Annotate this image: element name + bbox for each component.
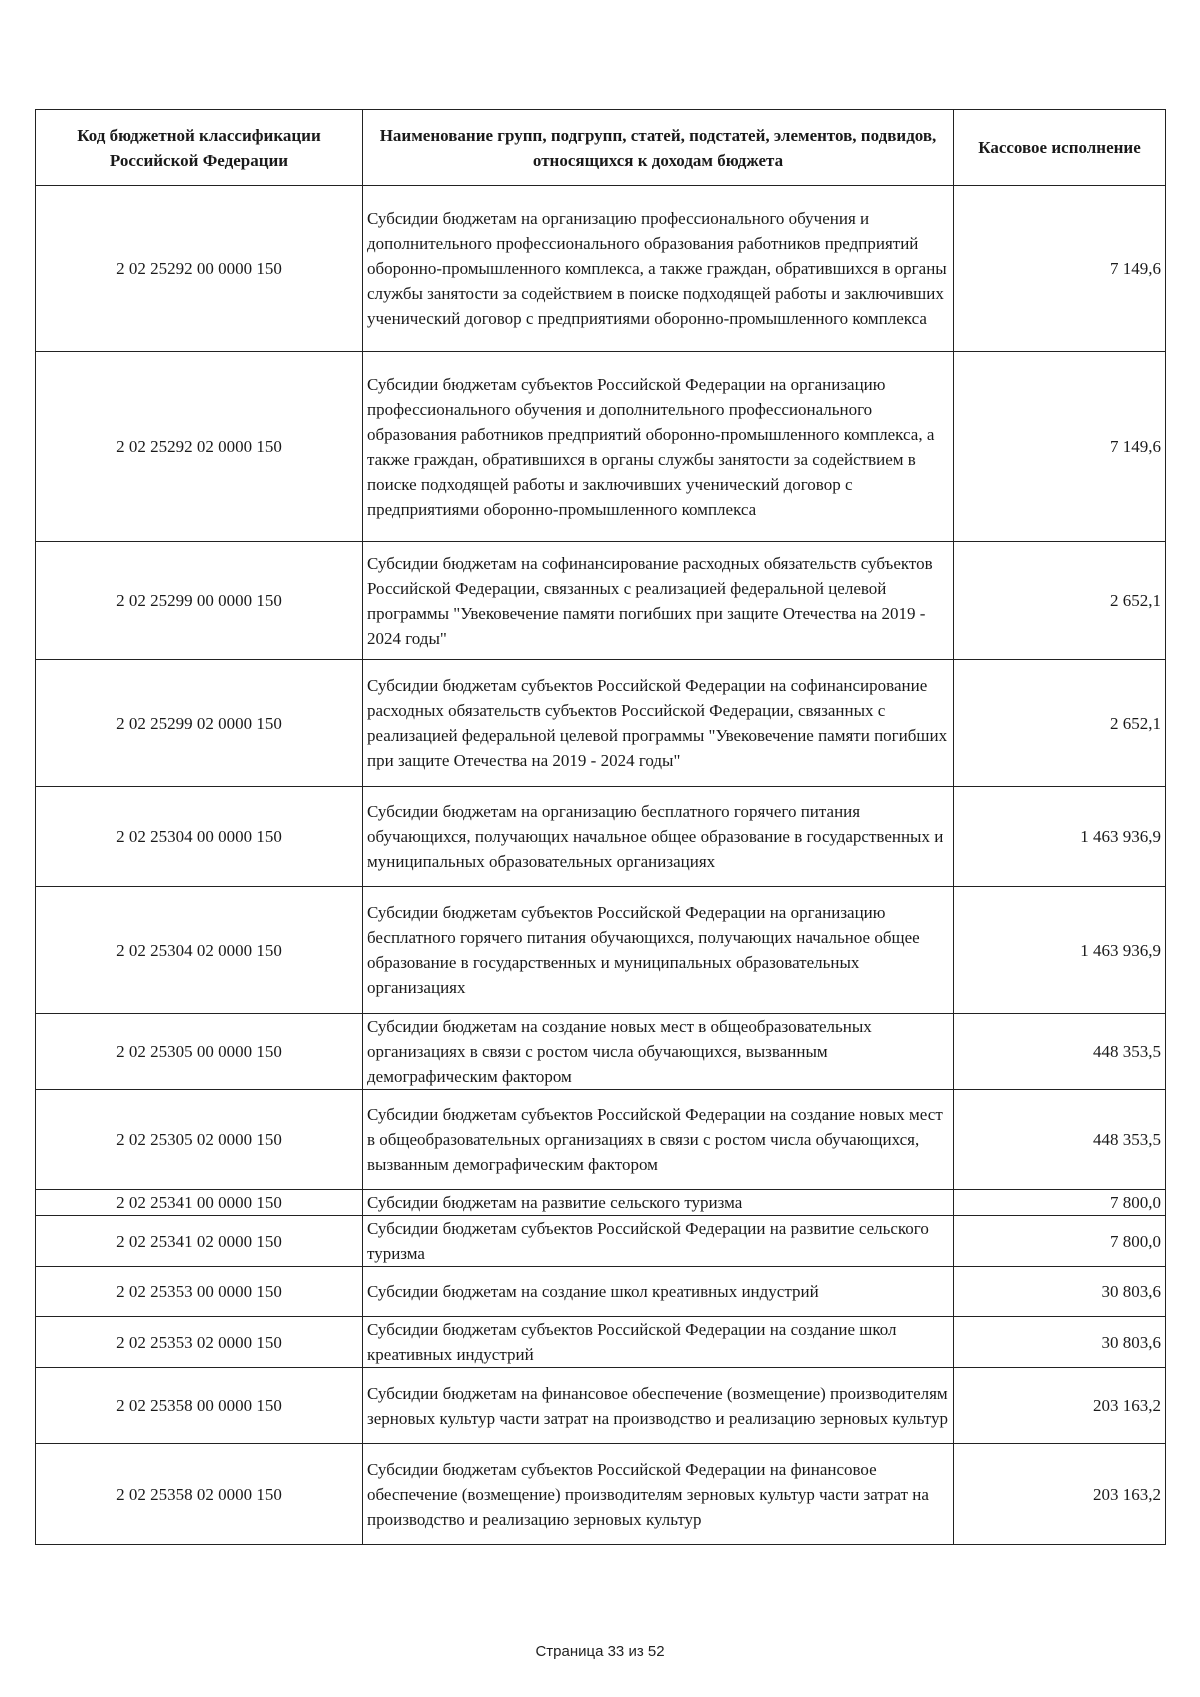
row-name: Субсидии бюджетам субъектов Российской Федерации на организацию бесплатного горячего питания обучающихся, получающих начальное общее образование в государственных и муниципальных образовательных организациях [363, 887, 954, 1014]
row-code: 2 02 25341 00 0000 150 [36, 1190, 363, 1216]
row-amount: 7 800,0 [954, 1190, 1166, 1216]
table-row [36, 1190, 1166, 1216]
row-code: 2 02 25353 02 0000 150 [36, 1317, 363, 1368]
row-amount: 7 149,6 [954, 186, 1166, 352]
table-row [36, 542, 1166, 660]
row-name: Субсидии бюджетам на создание новых мест в общеобразовательных организациях в связи с ростом числа обучающихся, вызванным демографическим фактором [363, 1014, 954, 1090]
row-code: 2 02 25305 00 0000 150 [36, 1014, 363, 1090]
row-code: 2 02 25304 00 0000 150 [36, 787, 363, 887]
row-amount: 7 149,6 [954, 352, 1166, 542]
table-header-row [36, 110, 1166, 186]
row-name: Субсидии бюджетам на организацию профессионального обучения и дополнительного профессионального образования работников предприятий оборонно-промышленного комплекса, а также граждан, обратившихся в органы службы занятости за содействием в поиске подходящей работы и заключивших ученический договор с предприятиями оборонно-промышленного комплекса [363, 186, 954, 352]
revenue-table [35, 109, 1166, 1545]
row-name: Субсидии бюджетам на создание школ креативных индустрий [363, 1267, 954, 1317]
row-name: Субсидии бюджетам на софинансирование расходных обязательств субъектов Российской Федерации, связанных с реализацией федеральной целевой программы "Увековечение памяти погибших при защите Отечества на 2019 - 2024 годы" [363, 542, 954, 660]
table-row [36, 660, 1166, 787]
row-code: 2 02 25292 02 0000 150 [36, 352, 363, 542]
header-name: Наименование групп, подгрупп, статей, подстатей, элементов, подвидов, относящихся к доходам бюджета [363, 110, 954, 186]
row-name: Субсидии бюджетам на финансовое обеспечение (возмещение) производителям зерновых культур части затрат на производство и реализацию зерновых культур [363, 1368, 954, 1444]
row-code: 2 02 25304 02 0000 150 [36, 887, 363, 1014]
row-name: Субсидии бюджетам на развитие сельского туризма [363, 1190, 954, 1216]
row-code: 2 02 25341 02 0000 150 [36, 1216, 363, 1267]
table-row [36, 1267, 1166, 1317]
row-code: 2 02 25358 00 0000 150 [36, 1368, 363, 1444]
row-amount: 7 800,0 [954, 1216, 1166, 1267]
row-name: Субсидии бюджетам субъектов Российской Федерации на развитие сельского туризма [363, 1216, 954, 1267]
header-code: Код бюджетной классификации Российской Федерации [36, 110, 363, 186]
row-code: 2 02 25292 00 0000 150 [36, 186, 363, 352]
table-row [36, 1090, 1166, 1190]
table-row [36, 1014, 1166, 1090]
row-amount: 2 652,1 [954, 542, 1166, 660]
table-row [36, 887, 1166, 1014]
page-number: Страница 33 из 52 [535, 1643, 665, 1660]
row-name: Субсидии бюджетам субъектов Российской Федерации на софинансирование расходных обязательств субъектов Российской Федерации, связанных с реализацией федеральной целевой программы "Увековечение памяти погибших при защите Отечества на 2019 - 2024 годы" [363, 660, 954, 787]
row-name: Субсидии бюджетам субъектов Российской Федерации на создание школ креативных индустрий [363, 1317, 954, 1368]
row-amount: 448 353,5 [954, 1090, 1166, 1190]
table-row [36, 352, 1166, 542]
table-row [36, 1216, 1166, 1267]
table-row [36, 1368, 1166, 1444]
row-code: 2 02 25299 00 0000 150 [36, 542, 363, 660]
row-amount: 2 652,1 [954, 660, 1166, 787]
row-code: 2 02 25305 02 0000 150 [36, 1090, 363, 1190]
row-code: 2 02 25299 02 0000 150 [36, 660, 363, 787]
header-amount: Кассовое исполнение [954, 110, 1166, 186]
table-row [36, 1317, 1166, 1368]
row-code: 2 02 25353 00 0000 150 [36, 1267, 363, 1317]
row-amount: 448 353,5 [954, 1014, 1166, 1090]
table-row [36, 787, 1166, 887]
row-name: Субсидии бюджетам субъектов Российской Федерации на организацию профессионального обучения и дополнительного профессионального образования работников предприятий оборонно-промышленного комплекса, а также граждан, обратившихся в органы службы занятости за содействием в поиске подходящей работы и заключивших ученический договор с предприятиями оборонно-промышленного комплекса [363, 352, 954, 542]
row-amount: 1 463 936,9 [954, 787, 1166, 887]
table-row [36, 1444, 1166, 1545]
row-amount: 30 803,6 [954, 1317, 1166, 1368]
row-code: 2 02 25358 02 0000 150 [36, 1444, 363, 1545]
row-amount: 203 163,2 [954, 1368, 1166, 1444]
row-amount: 203 163,2 [954, 1444, 1166, 1545]
row-name: Субсидии бюджетам субъектов Российской Федерации на финансовое обеспечение (возмещение) производителям зерновых культур части затрат на производство и реализацию зерновых культур [363, 1444, 954, 1545]
row-name: Субсидии бюджетам субъектов Российской Федерации на создание новых мест в общеобразовательных организациях в связи с ростом числа обучающихся, вызванным демографическим фактором [363, 1090, 954, 1190]
row-amount: 30 803,6 [954, 1267, 1166, 1317]
row-name: Субсидии бюджетам на организацию бесплатного горячего питания обучающихся, получающих начальное общее образование в государственных и муниципальных образовательных организациях [363, 787, 954, 887]
table-row [36, 186, 1166, 352]
row-amount: 1 463 936,9 [954, 887, 1166, 1014]
